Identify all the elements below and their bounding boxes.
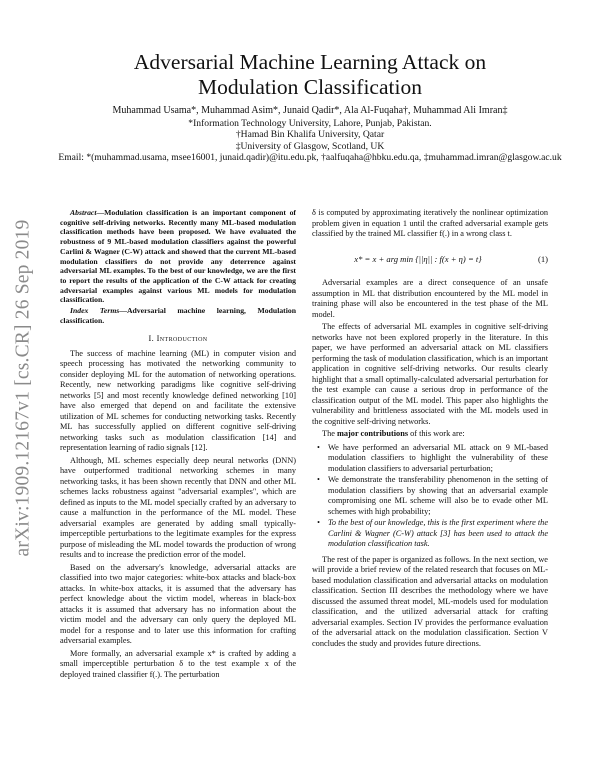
abstract-lead: Abstract (70, 208, 97, 217)
intro-paragraph-3: Based on the adversary's knowledge, adversarial attacks are classified into two major categories: white-box attacks and black-box attacks. In white-box attacks, it is assumed that the adversary has perfect knowledge about the victim model, whereas in black-box attacks it is assumed that adversary has no information about the victim model and the adversary can only query the deployed ML model for a response and to later use this information for crafting adversarial examples. (60, 562, 296, 646)
right-paragraph-2: The effects of adversarial ML examples in cognitive self-driving networks have not been explored properly in the literature. In this paper, we have performed an adversarial attack on ML classifiers performing the task of modulation classification, which is an important application in cognitive self-driving networks. Our results clearly highlight that a small optimally-calculated adversarial perturbation for the test example can cause a serious drop in performance of the classification output of the ML model. This paper also highlights the vulnerability and brittleness associated with the ML models used in the cognitive self-driving networks. (312, 322, 548, 426)
equation-text: x* = x + arg min {||η|| : f(x + η) = t} (354, 253, 482, 264)
paper-organization-paragraph: The rest of the paper is organized as follows. In the next section, we will provide a brief review of the related research that focuses on ML-based modulation classification and adversarial attacks on modulation classification. Section III describes the methodology where we have discussed the assumed threat model, ML-models used for modulation classification, and the utilized adversarial attack for crafting adversarial examples. Section IV provides the performance evaluation of the adversarial attack on the modulation classification. Section V concludes the study and provides future directions. (312, 554, 548, 648)
intro-paragraph-1: The success of machine learning (ML) in computer vision and speech processing has motivated the networking community to consider deploying ML for the automation of networking operations. Recently, new networking paradigms like cognitive self-driving networks [5] and most recently knowledge defined networking [10] have also emerged that depend on and facilitate the extensive utilization of ML schemes for conducting networking tasks. Recently ML has successfully applied on different cognitive self-driving networking tasks such as modulation classification [14] and representation learning of radio signals [12]. (60, 348, 296, 453)
intro-paragraph-4: More formally, an adversarial example x* is crafted by adding a small imperceptible perturbation δ to the test example x of the deployed trained classifier f(.). The perturbation (60, 648, 296, 679)
right-paragraph-1: Adversarial examples are a direct consequence of an unsafe assumption in ML that distribution encountered by the ML model in training phase will also be encountered in the test phase of the ML model. (312, 278, 548, 319)
email-line: Email: *(muhammad.usama, msee16001, junaid.qadir)@itu.edu.pk, †aalfuqaha@hbku.edu.qa, ‡muhammad.imran@glasgow.ac.uk (58, 152, 562, 164)
affiliation-2: †Hamad Bin Khalifa University, Qatar (235, 129, 385, 141)
section-heading-introduction: I. Introduction (148, 334, 208, 344)
equation-number: (1) (537, 253, 548, 264)
author-block (40, 105, 580, 164)
author-names: Muhammad Usama*, Muhammad Asim*, Junaid Qadir*, Ala Al-Fuqaha†, Muhammad Ali Imran‡ (112, 105, 508, 116)
intro-paragraph-2: Although, ML schemes especially deep neural networks (DNN) have outperformed traditional networking schemes in many networking tasks, it has been shown recently that DNN and other ML schemes lacks robustness against "adversarial examples", which are defined as inputs to the ML model specially crafted by an adversary to cause a malfunction in the performance of the ML model. These adversarial examples are generated by adding small typically-imperceptible perturbations to the legitimate examples for the express purpose of misleading the ML model towards the production of wrong results and to increase the prediction error of the model. (60, 455, 296, 560)
contributions-suffix: of this work are: (408, 429, 465, 438)
arxiv-watermark (6, 185, 40, 590)
contributions-list (312, 443, 548, 550)
contribution-item: • We have performed an adversarial ML attack on 9 ML-based modulation classifiers to highlight the vulnerability of these modulation classifiers to adversarial perturbation; (312, 443, 548, 475)
left-column (60, 208, 296, 682)
abstract-text: —Modulation classification is an important component of cognitive self-driving networks. Recently many ML-based modulation classification methods have been proposed. We have evaluated the robustness of 9 ML-based modulation classifiers against the powerful Carlini & Wagner (C-W) attack and showed that the current ML-based modulation classifiers do not provide any deterrence against adversarial ML examples. To the best of our knowledge, we are the first to report the results of the application of the C-W attack for creating adversarial examples against various ML models for modulation classification. (60, 208, 296, 305)
equation-1 (312, 254, 548, 265)
abstract (60, 208, 296, 305)
perturbation-paragraph: δ is computed by approximating iteratively the nonlinear optimization problem given in equation 1 until the crafted adversarial example gets classified by the trained ML classifier f(.) in a wrong class t. (312, 208, 548, 238)
paper-title (60, 50, 560, 100)
index-terms (60, 306, 296, 325)
contributions-prefix: The (322, 429, 337, 438)
contribution-item: • To the best of our knowledge, this is the first experiment where the Carlini & Wagner (C-W) attack [3] has been used to attack the modulation classification task. (312, 518, 548, 550)
title-line-1: Adversarial Machine Learning Attack on (133, 50, 487, 74)
contributions-intro (312, 429, 548, 440)
title-line-2: Modulation Classification (198, 75, 422, 99)
affiliation-1: *Information Technology University, Lahore, Punjab, Pakistan. (188, 117, 432, 129)
contribution-item: • We demonstrate the transferability phenomenon in the setting of modulation classifiers by showing that an adversarial example compromising one ML scheme will also be to evade other ML schemes with high probability; (312, 475, 548, 517)
right-column (312, 208, 548, 651)
index-terms-text: —Adversarial machine learning, Modulation classification. (60, 306, 296, 325)
contributions-bold: major contributions (336, 429, 409, 438)
affiliation-3: ‡University of Glasgow, Scotland, UK (235, 140, 385, 152)
arxiv-id: arXiv:1909.12167v1 [cs.CR] 26 Sep 2019 (12, 219, 34, 556)
index-terms-lead: Index Terms (70, 306, 120, 316)
